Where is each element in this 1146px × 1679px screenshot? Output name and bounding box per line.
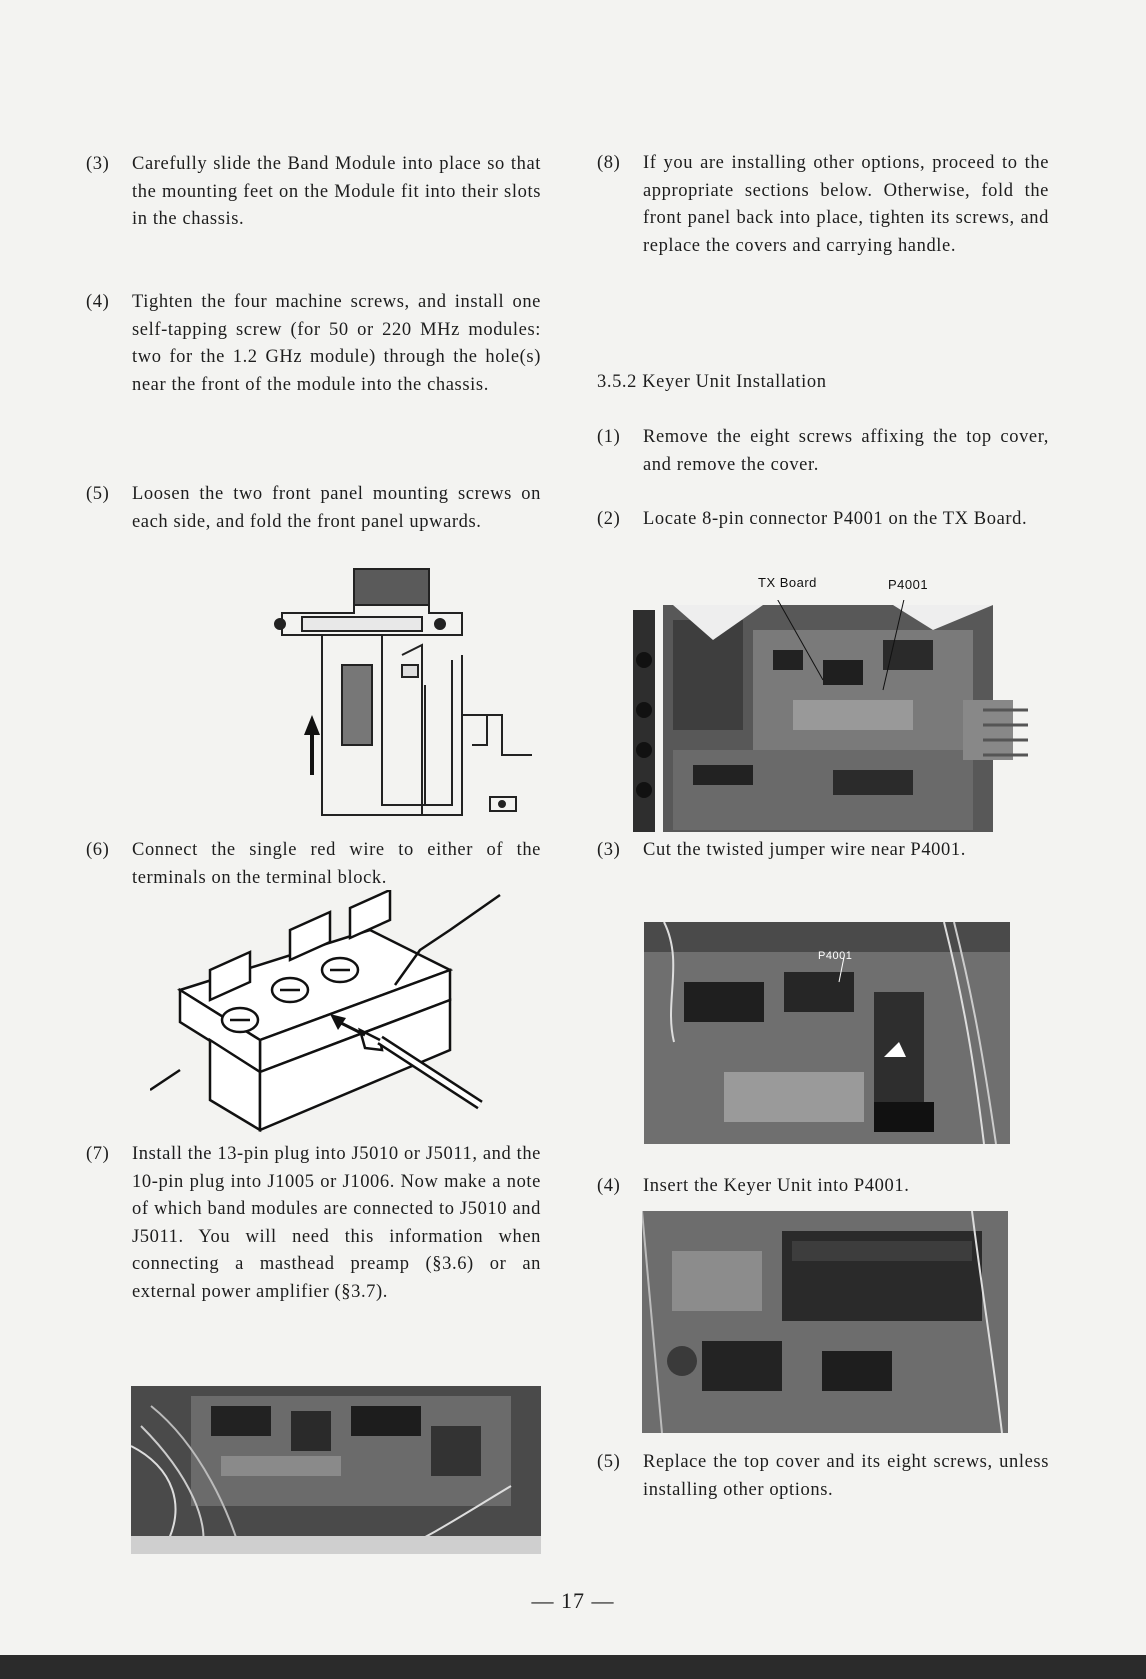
step-number: (5) xyxy=(86,484,110,504)
chassis-wiring-photo xyxy=(131,1386,541,1554)
right-step-4 xyxy=(597,1173,1049,1201)
step-text: Tighten the four machine screws, and install one self-tapping screw (for 50 or 220 MHz modules: two for the 1.2 GHz module) through the hole(s) near the front of the module into the chassis. xyxy=(132,292,541,395)
step-text: Loosen the two front panel mounting screws on each side, and fold the front panel upwards. xyxy=(132,484,541,532)
right-step-8 xyxy=(597,150,1049,260)
step-text: Install the 13-pin plug into J5010 or J5011, and the 10-pin plug into J1005 or J1006. Now make a note of which band modules are connected to J5010 and J5011. You will need this information when connecting a masthead preamp (§3.6) or an external power amplifier (§3.7). xyxy=(132,1144,541,1302)
right-step-1 xyxy=(597,424,1049,479)
step-number: (7) xyxy=(86,1144,110,1164)
left-step-6 xyxy=(86,837,541,892)
keyer-unit-photo xyxy=(642,1211,1008,1433)
tx-board-callout: TX Board xyxy=(758,575,817,590)
section-heading-keyer-unit: 3.5.2 Keyer Unit Installation xyxy=(597,372,827,392)
left-step-4 xyxy=(86,289,541,399)
right-step-2 xyxy=(597,506,1049,534)
step-number: (5) xyxy=(597,1452,621,1472)
right-step-3 xyxy=(597,837,1049,865)
left-step-3 xyxy=(86,151,541,234)
terminal-block-illustration xyxy=(150,890,510,1142)
right-step-5 xyxy=(597,1449,1049,1504)
step-text: Remove the eight screws affixing the top cover, and remove the cover. xyxy=(643,427,1049,475)
step-number: (3) xyxy=(86,154,110,174)
step-text: Carefully slide the Band Module into place so that the mounting feet on the Module fit into their slots in the chassis. xyxy=(132,154,541,229)
step-number: (2) xyxy=(597,509,621,529)
left-step-5 xyxy=(86,481,541,536)
p4001-callout: P4001 xyxy=(888,577,929,592)
step-number: (1) xyxy=(597,427,621,447)
front-panel-fold-illustration xyxy=(262,565,534,835)
step-number: (8) xyxy=(597,153,621,173)
step-text: Replace the top cover and its eight screws, unless installing other options. xyxy=(643,1452,1049,1500)
step-number: (4) xyxy=(597,1176,621,1196)
step-text: Insert the Keyer Unit into P4001. xyxy=(643,1176,910,1196)
page-number: — 17 — xyxy=(531,1588,615,1613)
step-text: Connect the single red wire to either of the terminals on the terminal block. xyxy=(132,840,541,888)
step-number: (4) xyxy=(86,292,110,312)
step-number: (3) xyxy=(597,840,621,860)
step-text: Locate 8-pin connector P4001 on the TX Board. xyxy=(643,509,1028,529)
step-number: (6) xyxy=(86,840,110,860)
scan-edge-band xyxy=(0,1655,1146,1679)
jumper-wire-photo xyxy=(644,922,1010,1144)
tx-board-photo xyxy=(633,600,1039,832)
left-step-7 xyxy=(86,1141,541,1306)
step-text: If you are installing other options, proceed to the appropriate sections below. Otherwise, fold the front panel back into place, tighten its screws, and replace the covers and carrying handle. xyxy=(643,153,1049,256)
p4001-small-callout: P4001 xyxy=(818,950,853,962)
step-text: Cut the twisted jumper wire near P4001. xyxy=(643,840,966,860)
